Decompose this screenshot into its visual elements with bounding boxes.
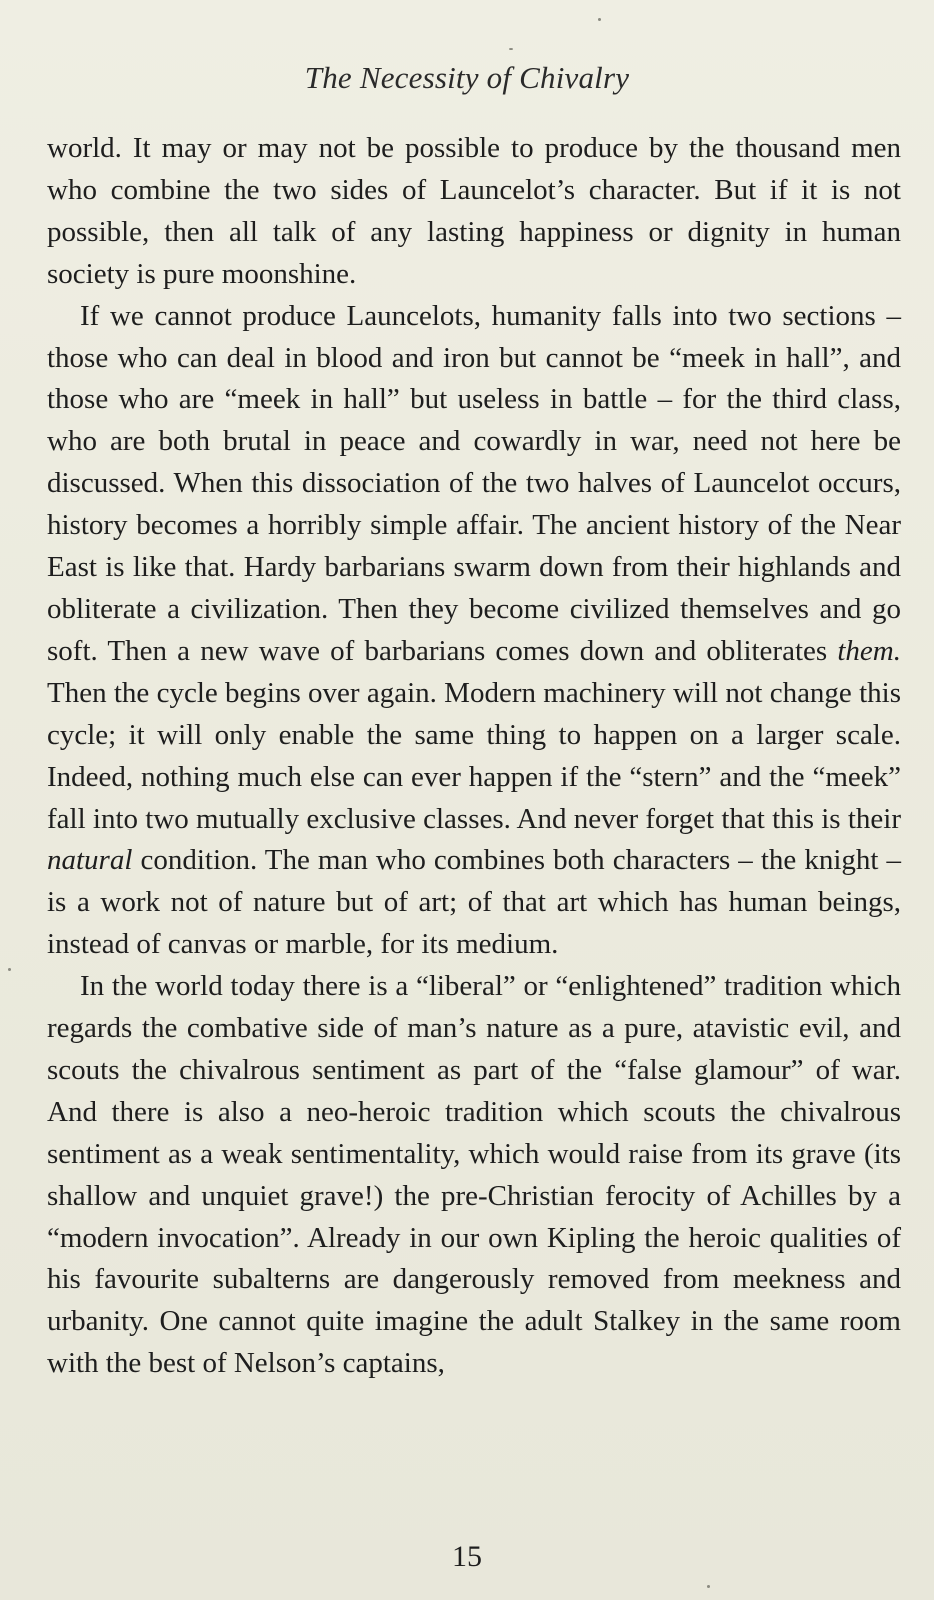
print-speck xyxy=(509,48,513,50)
page-number: 15 xyxy=(452,1540,482,1573)
emphasis-text: them. xyxy=(837,634,901,667)
paragraph-text: In the world today there is a “liberal” or “enlightened” tradition which regards the combative side of man’s nature as a pure, atavistic evil, and scouts the chivalrous sentiment as part of the “false glamour” of war. And there is also a neo-heroic tradition which scouts the chivalrous sentiment as a weak sentimentality, which would raise from its grave (its shallow and unquiet grave!) the pre-Christian ferocity of Achilles by a “modern invocation”. Already in our own Kipling the heroic qualities of his favourite subalterns are dangerously removed from meekness and urbanity. One cannot quite imagine the adult Stalkey in the same room with the best of Nelson’s captains, xyxy=(47,970,901,1380)
paragraph xyxy=(47,296,901,967)
paragraph xyxy=(47,128,901,296)
print-speck xyxy=(8,968,11,971)
running-head: The Necessity of Chivalry xyxy=(304,60,630,95)
paragraph-text: condition. The man who combines both characters – the knight – is a work not of nature but of art; of that art which has human beings, instead of canvas or marble, for its medium. xyxy=(47,844,901,961)
paragraph-text: world. It may or may not be possible to produce by the thousand men who combine the two sides of Launcelot’s character. But if it is not possible, then all talk of any lasting happiness or dignity in human society is pure moonshine. xyxy=(47,132,901,290)
emphasis-text: natural xyxy=(47,844,133,877)
paragraph-text: If we cannot produce Launcelots, humanity falls into two sections – those who can deal in blood and iron but cannot be “meek in hall”, and those who are “meek in hall” but useless in battle – for the third class, who are both brutal in peace and cowardly in war, need not here be discussed. When this dissociation of the two halves of Launcelot occurs, history becomes a horribly simple affair. The ancient history of the Near East is like that. Hardy barbarians swarm down from their highlands and obliterate a civilization. Then they become civilized themselves and go soft. Then a new wave of barbarians comes down and obliterates xyxy=(47,299,901,667)
print-speck xyxy=(598,18,601,21)
paragraph-text: Then the cycle begins over again. Modern machinery will not change this cycle; it will only enable the same thing to happen on a larger scale. Indeed, nothing much else can ever happen if the “stern” and the “meek” fall into two mutually exclusive classes. And never forget that this is their xyxy=(47,676,901,835)
print-speck xyxy=(707,1585,710,1588)
body-text xyxy=(47,128,901,1385)
paragraph xyxy=(47,966,901,1385)
